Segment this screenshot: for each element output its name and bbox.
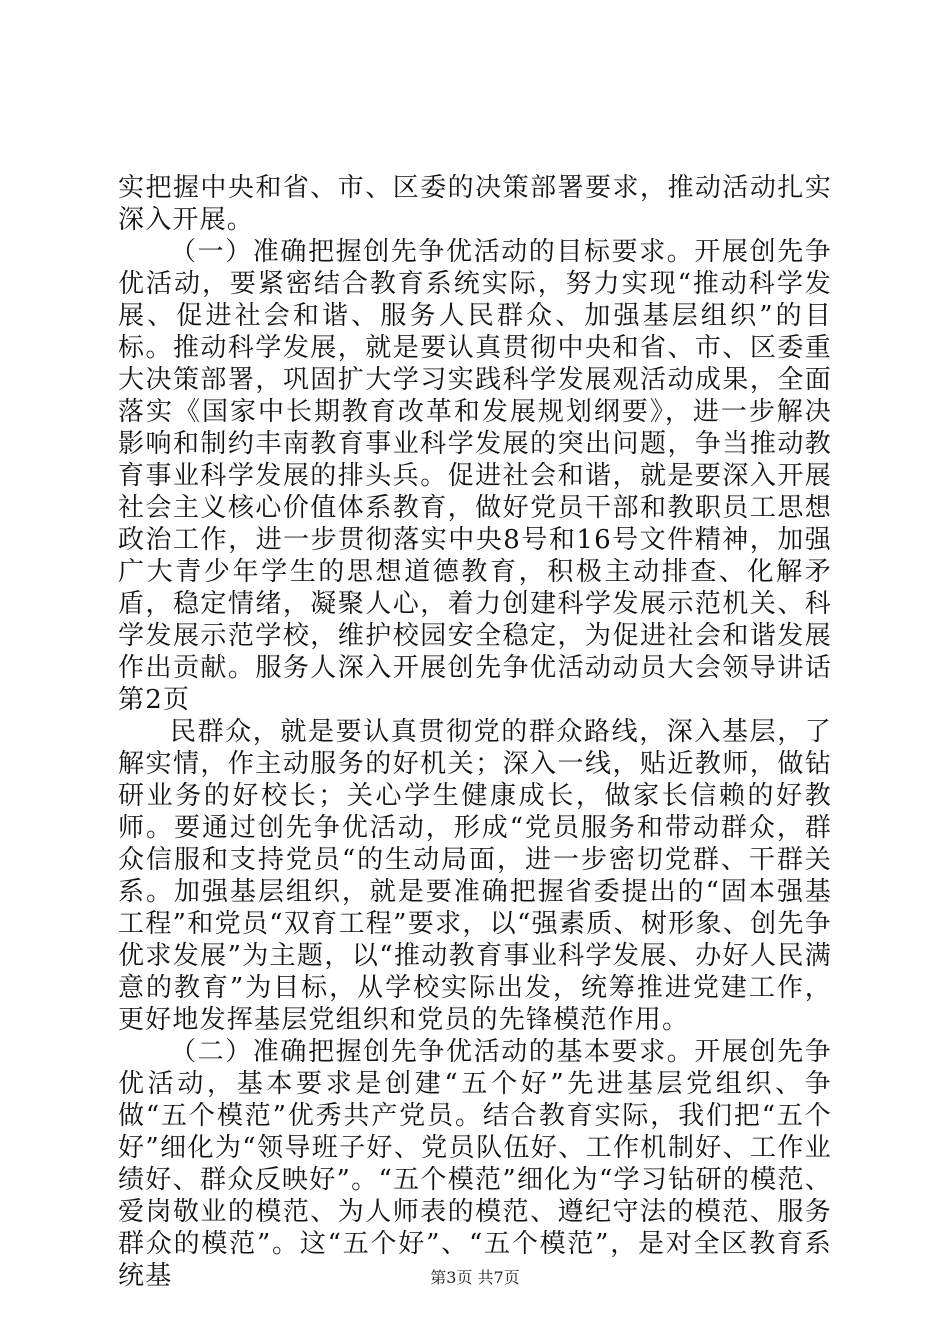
document-body [118, 172, 832, 1292]
paragraph-4: （二）准确把握创先争优活动的基本要求。开展创先争优活动，基本要求是创建“五个好”先进基层党组织、争做“五个模范”优秀共产党员。结合教育实际，我们把“五个好”细化为“领导班子好、党员队伍好、工作机制好、工作业绩好、群众反映好”。“五个模范”细化为“学习钻研的模范、爱岗敬业的模范、为人师表的模范、遵纪守法的模范、服务群众的模范”。这“五个好”、“五个模范”，是对全区教育系统基 [118, 1037, 832, 1291]
paragraph-1: 实把握中央和省、市、区委的决策部署要求，推动活动扎实深入开展。 [118, 173, 832, 235]
page-footer: 第3页 共7页 [430, 1268, 520, 1287]
paragraph-3: 民群众，就是要认真贯彻党的群众路线，深入基层，了解实情，作主动服务的好机关；深入一线，贴近教师，做钻研业务的好校长；关心学生健康成长，做家长信赖的好教师。要通过创先争优活动，形成“党员服务和带动群众，群众信服和支持党员“的生动局面，进一步密切党群、干群关系。加强基层组织，就是要准确把握省委提出的“固本强基工程”和党员“双育工程”要求，以“强素质、树形象、创先争优求发展”为主题，以“推动教育事业科学发展、办好人民满意的教育”为目标，从学校实际出发，统筹推进党建工作，更好地发挥基层党组织和党员的先锋模范作用。 [118, 717, 832, 1035]
paragraph-2: （一）准确把握创先争优活动的目标要求。开展创先争优活动，要紧密结合教育系统实际，努力实现“推动科学发展、促进社会和谐、服务人民群众、加强基层组织”的目标。推动科学发展，就是要认真贯彻中央和省、市、区委重大决策部署，巩固扩大学习实践科学发展观活动成果，全面落实《国家中长期教育改革和发展规划纲要》，进一步解决影响和制约丰南教育事业科学发展的突出问题，争当推动教育事业科学发展的排头兵。促进社会和谐，就是要深入开展社会主义核心价值体系教育，做好党员干部和教职员工思想政治工作，进一步贯彻落实中央8号和16号文件精神，加强广大青少年学生的思想道德教育，积极主动排查、化解矛盾，稳定情绪，凝聚人心，着力创建科学发展示范机关、科学发展示范学校，维护校园安全稳定，为促进社会和谐发展作出贡献。服务人深入开展创先争优活动动员大会领导讲话第2页 [118, 237, 832, 715]
